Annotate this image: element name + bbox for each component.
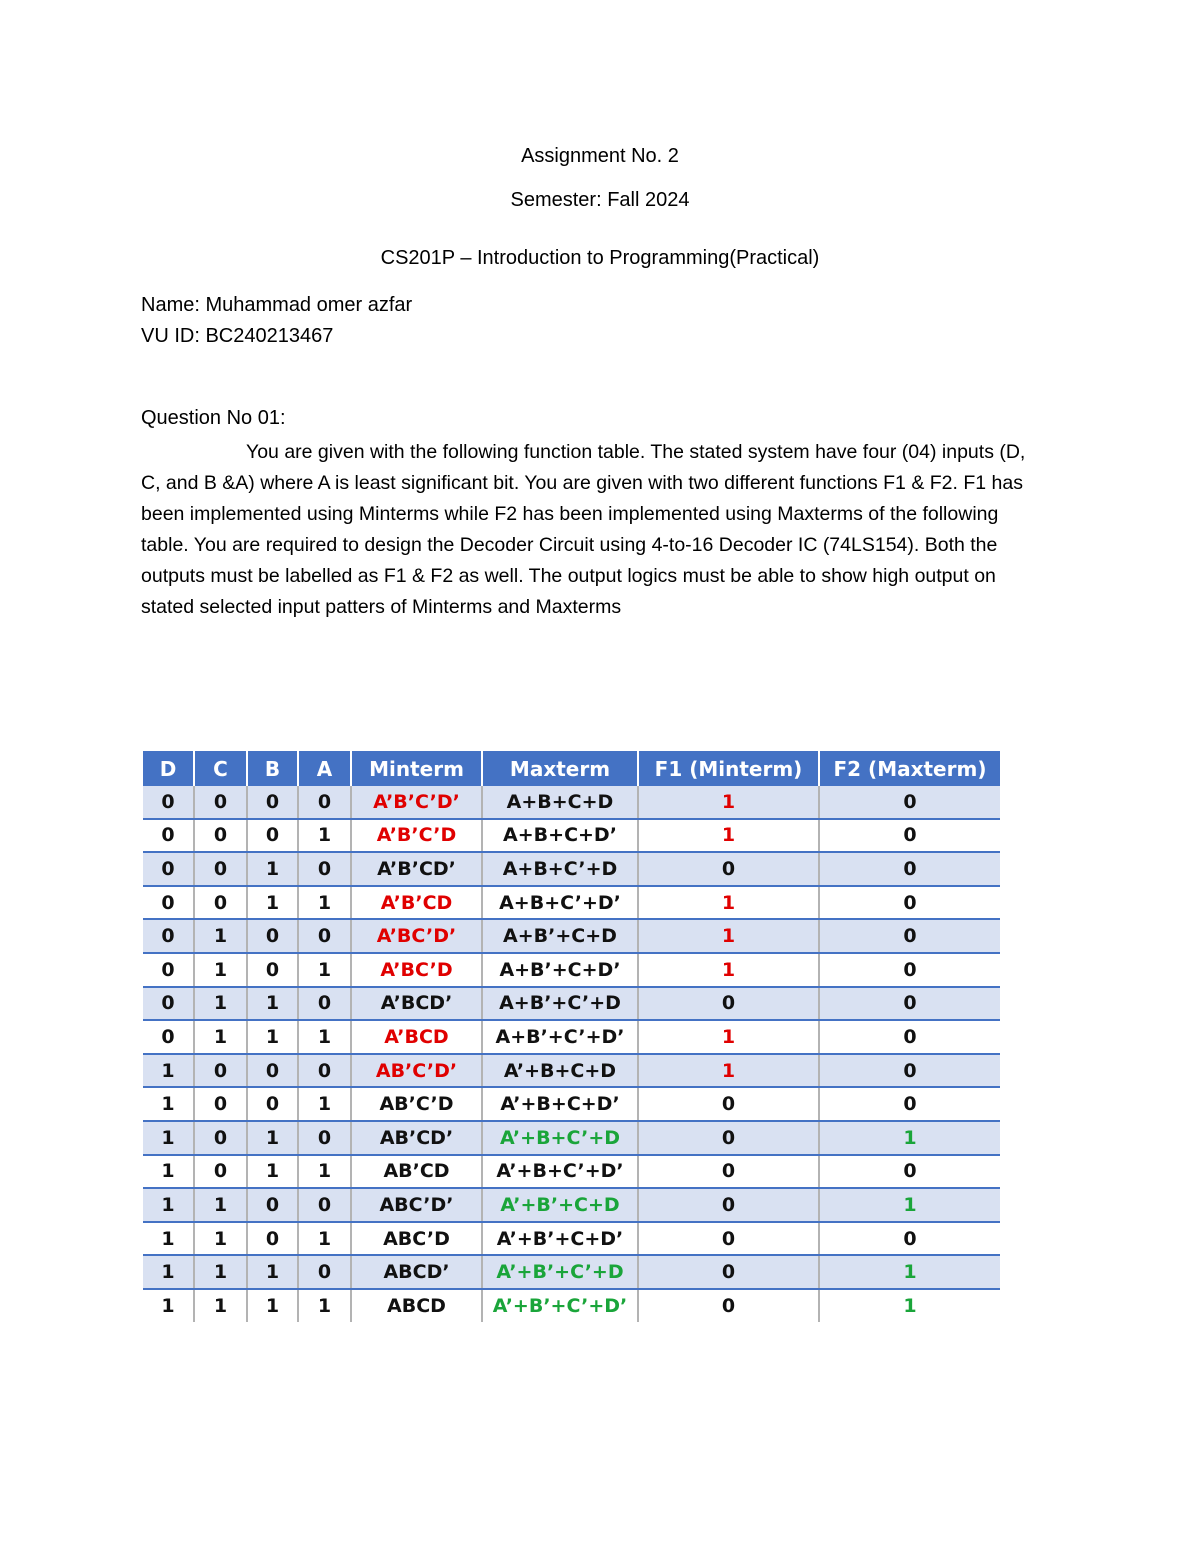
table-cell: A+B+C’+D’: [482, 886, 638, 920]
table-cell: A+B+C’+D: [482, 852, 638, 886]
table-cell: 0: [143, 852, 194, 886]
table-cell: 0: [143, 987, 194, 1021]
table-cell: 0: [819, 786, 1000, 819]
table-cell: A’+B’+C+D: [482, 1188, 638, 1222]
question-text: You are given with the following function table. The stated system have four (04) inputs (D, C, and B &A) where A is least significant bit. You are given with two different functions F1 & F2. F1 has been implemented using Minterms while F2 has been implemented using Maxterms of the following table. You are required to design the Decoder Circuit using 4-to-16 Decoder IC (74LS154). Both the outputs must be labelled as F1 & F2 as well. The output logics must be able to show high output on stated selected input patters of Minterms and Maxterms: [141, 441, 1026, 618]
table-cell: 0: [638, 1087, 819, 1121]
table-cell: 1: [194, 919, 247, 953]
table-cell: A+B’+C+D: [482, 919, 638, 953]
table-cell: 0: [819, 886, 1000, 920]
table-cell: 1: [638, 819, 819, 853]
table-cell: 0: [143, 819, 194, 853]
table-cell: 1: [298, 1289, 351, 1322]
table-cell: 0: [247, 1188, 298, 1222]
table-cell: 1: [194, 987, 247, 1021]
table-cell: 1: [298, 953, 351, 987]
table-cell: 1: [638, 886, 819, 920]
table-cell: A’+B’+C’+D: [482, 1255, 638, 1289]
semester-line: Semester: Fall 2024: [510, 189, 690, 211]
table-cell: 1: [194, 1222, 247, 1256]
table-cell: 0: [194, 852, 247, 886]
table-cell: 0: [638, 987, 819, 1021]
table-cell: 0: [638, 1289, 819, 1322]
table-cell: 1: [247, 1289, 298, 1322]
table-cell: A’+B+C’+D’: [482, 1155, 638, 1189]
table-cell: 1: [194, 953, 247, 987]
table-cell: 0: [194, 819, 247, 853]
table-cell: 0: [819, 919, 1000, 953]
table-cell: 1: [298, 1222, 351, 1256]
table-cell: 1: [143, 1155, 194, 1189]
table-header-cell: Minterm: [351, 751, 482, 786]
table-cell: ABCD: [351, 1289, 482, 1322]
table-header-cell: F1 (Minterm): [638, 751, 819, 786]
table-row: [143, 852, 1000, 886]
table-cell: ABCD’: [351, 1255, 482, 1289]
table-cell: AB’CD’: [351, 1121, 482, 1155]
table-cell: 0: [143, 1020, 194, 1054]
table-cell: 1: [194, 1289, 247, 1322]
table-body: [143, 786, 1000, 1322]
table-cell: 0: [819, 852, 1000, 886]
table-cell: A’+B’+C’+D’: [482, 1289, 638, 1322]
table-cell: ABC’D’: [351, 1188, 482, 1222]
table-cell: A’+B+C’+D: [482, 1121, 638, 1155]
table-cell: 1: [298, 819, 351, 853]
assignment-title: Assignment No. 2: [521, 145, 679, 167]
table-cell: 1: [194, 1255, 247, 1289]
table-cell: 1: [819, 1289, 1000, 1322]
table-cell: 1: [143, 1289, 194, 1322]
table-cell: 1: [638, 1020, 819, 1054]
table-cell: A’BCD’: [351, 987, 482, 1021]
table-header-cell: A: [298, 751, 351, 786]
table-cell: 0: [819, 1155, 1000, 1189]
table-cell: 0: [638, 1155, 819, 1189]
table-cell: 0: [247, 786, 298, 819]
table-cell: 0: [194, 786, 247, 819]
table-cell: AB’C’D’: [351, 1054, 482, 1088]
table-row: [143, 1222, 1000, 1256]
table-cell: A’+B+C+D’: [482, 1087, 638, 1121]
table-cell: 0: [298, 987, 351, 1021]
table-row: [143, 1054, 1000, 1088]
table-header-row: [143, 751, 1000, 786]
table-cell: 1: [638, 1054, 819, 1088]
table-cell: 1: [638, 919, 819, 953]
table-cell: 0: [247, 953, 298, 987]
table-cell: 0: [247, 919, 298, 953]
table-cell: A+B’+C+D’: [482, 953, 638, 987]
table-cell: 0: [819, 819, 1000, 853]
student-name: Name: Muhammad omer azfar: [141, 294, 413, 316]
table-cell: 0: [819, 1020, 1000, 1054]
table-row: [143, 1155, 1000, 1189]
table-cell: 1: [819, 1255, 1000, 1289]
table-cell: 0: [638, 1255, 819, 1289]
table-cell: 0: [247, 819, 298, 853]
table-cell: A’+B+C+D: [482, 1054, 638, 1088]
table-cell: 1: [247, 1020, 298, 1054]
table-cell: 1: [247, 886, 298, 920]
table-cell: 1: [247, 1255, 298, 1289]
table-cell: A+B’+C’+D’: [482, 1020, 638, 1054]
table-cell: 1: [143, 1255, 194, 1289]
table-cell: A+B’+C’+D: [482, 987, 638, 1021]
table-cell: 0: [247, 1054, 298, 1088]
table-row: [143, 953, 1000, 987]
table-cell: AB’CD: [351, 1155, 482, 1189]
table-cell: 0: [638, 852, 819, 886]
table-header-cell: C: [194, 751, 247, 786]
table-cell: 1: [143, 1054, 194, 1088]
function-table: [143, 751, 1000, 1322]
table-cell: A’B’C’D: [351, 819, 482, 853]
table-cell: 0: [194, 1121, 247, 1155]
table-cell: A’B’C’D’: [351, 786, 482, 819]
table-cell: 1: [247, 987, 298, 1021]
course-title: CS201P – Introduction to Programming(Practical): [380, 247, 820, 269]
table-cell: 0: [298, 1121, 351, 1155]
table-row: [143, 1188, 1000, 1222]
table-cell: 1: [143, 1188, 194, 1222]
table-cell: 1: [247, 1121, 298, 1155]
table-cell: 0: [194, 1155, 247, 1189]
table-row: [143, 987, 1000, 1021]
table-cell: 0: [819, 1087, 1000, 1121]
table-row: [143, 886, 1000, 920]
table-cell: A’+B’+C+D’: [482, 1222, 638, 1256]
table-cell: A+B+C+D’: [482, 819, 638, 853]
table-cell: 0: [638, 1121, 819, 1155]
table-cell: 1: [194, 1020, 247, 1054]
table-cell: A’B’CD: [351, 886, 482, 920]
table-row: [143, 1020, 1000, 1054]
table-cell: 1: [638, 786, 819, 819]
table-cell: 0: [638, 1222, 819, 1256]
table-row: [143, 919, 1000, 953]
table-cell: 1: [819, 1121, 1000, 1155]
table-cell: 0: [194, 1087, 247, 1121]
table-header-cell: B: [247, 751, 298, 786]
question-title: Question No 01:: [141, 407, 286, 429]
table-cell: 1: [298, 1020, 351, 1054]
table-cell: 0: [638, 1188, 819, 1222]
table-cell: 0: [298, 786, 351, 819]
table-header-cell: D: [143, 751, 194, 786]
table-cell: 1: [143, 1121, 194, 1155]
table-row: [143, 1289, 1000, 1322]
table-cell: 1: [247, 1155, 298, 1189]
table-header-cell: F2 (Maxterm): [819, 751, 1000, 786]
table-cell: 0: [143, 886, 194, 920]
question-body: [141, 437, 1046, 623]
table-cell: 1: [143, 1087, 194, 1121]
table-cell: 0: [143, 786, 194, 819]
table-cell: 0: [819, 953, 1000, 987]
table-cell: 0: [247, 1222, 298, 1256]
table-cell: A’B’CD’: [351, 852, 482, 886]
table-cell: 0: [194, 1054, 247, 1088]
table-cell: 1: [194, 1188, 247, 1222]
table-cell: 1: [819, 1188, 1000, 1222]
table-cell: 0: [298, 852, 351, 886]
table-cell: A+B+C+D: [482, 786, 638, 819]
table-cell: 1: [247, 852, 298, 886]
table-cell: 0: [247, 1087, 298, 1121]
table-cell: 0: [194, 886, 247, 920]
table-cell: 1: [638, 953, 819, 987]
table-cell: 0: [298, 919, 351, 953]
table-cell: ABC’D: [351, 1222, 482, 1256]
table-row: [143, 819, 1000, 853]
table-header-cell: Maxterm: [482, 751, 638, 786]
table-cell: 0: [298, 1255, 351, 1289]
table-row: [143, 1121, 1000, 1155]
table-cell: 0: [298, 1188, 351, 1222]
table-cell: 0: [298, 1054, 351, 1088]
table-cell: 0: [819, 987, 1000, 1021]
table-cell: 0: [819, 1054, 1000, 1088]
table-cell: 0: [143, 953, 194, 987]
table-row: [143, 1255, 1000, 1289]
table-cell: 1: [298, 886, 351, 920]
table-row: [143, 1087, 1000, 1121]
table-cell: A’BC’D: [351, 953, 482, 987]
table-cell: 0: [143, 919, 194, 953]
table-cell: 1: [298, 1155, 351, 1189]
table-cell: A’BC’D’: [351, 919, 482, 953]
student-vu-id: VU ID: BC240213467: [141, 325, 334, 347]
table-row: [143, 786, 1000, 819]
table-cell: 1: [298, 1087, 351, 1121]
table-cell: A’BCD: [351, 1020, 482, 1054]
table-cell: 1: [143, 1222, 194, 1256]
table-cell: AB’C’D: [351, 1087, 482, 1121]
table-cell: 0: [819, 1222, 1000, 1256]
